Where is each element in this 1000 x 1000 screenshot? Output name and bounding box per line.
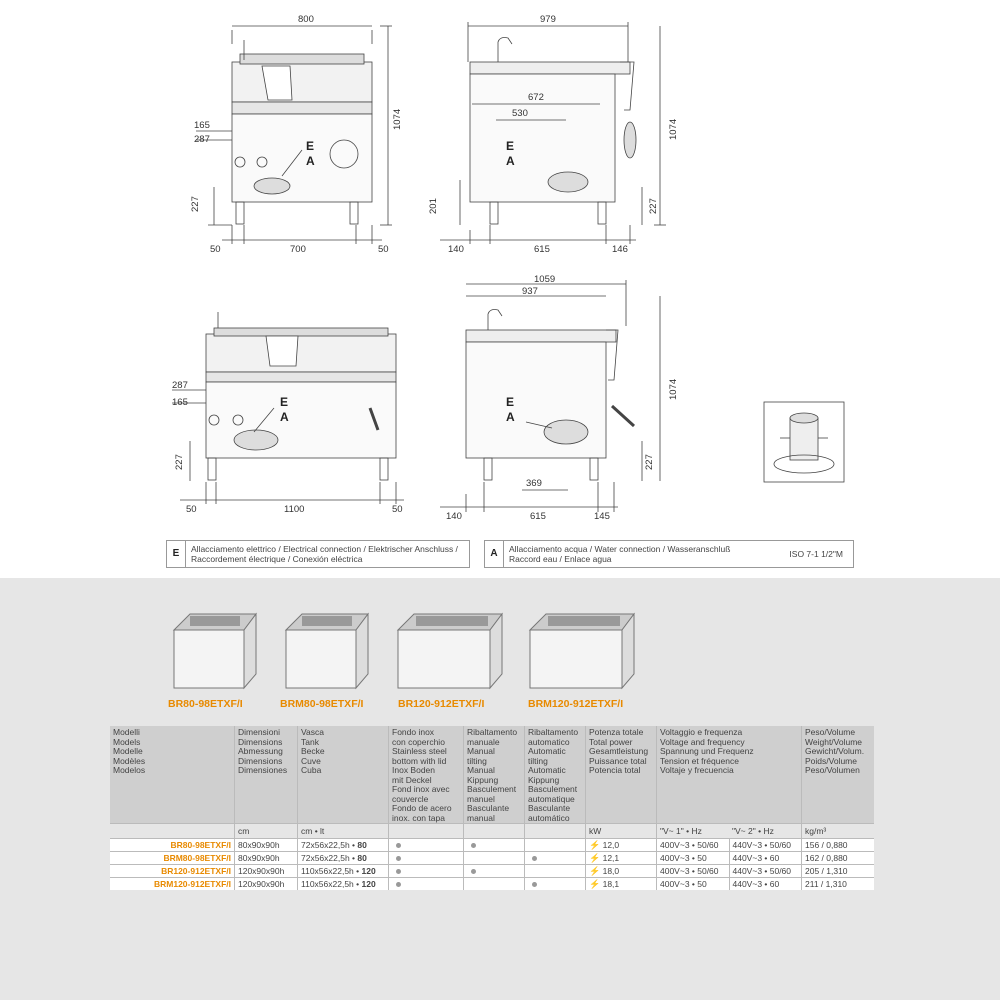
top-front-view [196,26,392,244]
header-tank: Vasca Tank Becke Cuve Cuba [298,726,389,824]
dim-left: 140 [446,511,462,522]
cell-tank-dim: 110x56x22,5h • [301,879,362,889]
cell-power-value: 18,1 [602,879,620,889]
cell-bottom [389,878,464,891]
dim-right: 146 [612,244,628,255]
dim-530: 530 [512,108,528,119]
product-image-brm80 [282,604,372,694]
cell-tank-litres: 80 [357,853,367,863]
check-dot-icon [532,882,537,887]
dim-937: 937 [522,286,538,297]
cell-manual [464,865,525,878]
unit-tank: cm • lt [298,824,389,839]
label-a: A [280,410,289,424]
dim-227: 227 [644,454,655,470]
cell-dim: 80x90x90h [235,839,298,852]
product-name: BR80-98ETXF/I [168,698,243,710]
header-power: Potenza totale Total power Gesamtleistung Puissance total Potencia total [586,726,657,824]
product-image-br80 [170,604,260,694]
cell-dim: 120x90x90h [235,878,298,891]
dim-left: 50 [210,244,221,255]
cell-weight: 162 / 0,880 [802,852,875,865]
unit-v1: "V~ 1" • Hz [657,824,730,839]
cell-power [586,865,657,878]
dim-depth: 1059 [534,274,556,285]
lightning-icon: ⚡ [589,840,601,850]
cell-tank [298,878,389,891]
lightning-icon: ⚡ [589,866,601,876]
dim-mid: 615 [530,511,546,522]
cell-power [586,878,657,891]
legend-key: E [167,541,186,567]
dim-165: 165 [194,120,210,131]
dim-mid: 615 [534,244,550,255]
legend-spec: ISO 7-1 1/2"M [789,549,843,559]
table-row [110,852,874,865]
dim-left: 140 [448,244,464,255]
cell-auto [525,865,586,878]
product-name: BR120-912ETXF/I [398,698,485,710]
dim-mid: 700 [290,244,306,255]
header-manual: Ribaltamento manuale Manual tilting Manual Kippung Basculement manuel Basculante manual [464,726,525,824]
check-dot-icon [532,856,537,861]
cell-bottom [389,865,464,878]
check-dot-icon [396,856,401,861]
cell-bottom [389,852,464,865]
check-dot-icon [396,869,401,874]
dim-369: 369 [526,478,542,489]
dim-height: 1074 [668,118,679,140]
dim-227: 227 [648,198,659,214]
dim-width: 800 [298,14,314,25]
cell-tank [298,839,389,852]
cell-tank-litres: 120 [361,866,376,876]
table-row [110,865,874,878]
cell-model: BRM120-912ETXF/I [110,878,235,891]
dim-mid: 1100 [284,504,305,515]
table-row [110,839,874,852]
cell-power-value: 18,0 [602,866,620,876]
label-a: A [506,154,515,168]
cell-tank-litres: 80 [357,840,367,850]
cell-v1: 400V~3 • 50/60 [657,839,730,852]
cell-v2: 440V~3 • 60 [729,878,802,891]
unit-weight: kg/m³ [802,824,875,839]
cell-auto [525,878,586,891]
unit-v2: "V~ 2" • Hz [729,824,802,839]
dim-depth: 979 [540,14,556,25]
check-dot-icon [471,869,476,874]
table-header-row [110,726,874,824]
cell-v2: 440V~3 • 50/60 [729,839,802,852]
cell-tank [298,865,389,878]
cell-bottom [389,839,464,852]
dim-right: 50 [378,244,389,255]
product-image-brm120 [526,604,638,694]
cell-model: BR120-912ETXF/I [110,865,235,878]
check-dot-icon [396,882,401,887]
header-weight: Peso/Volume Weight/Volume Gewicht/Volum. Poids/Volume Peso/Volumen [802,726,875,824]
dim-height: 1074 [392,108,403,130]
bottom-side-view [440,280,660,512]
header-dimensions: Dimensioni Dimensions Abmessung Dimensions Dimensiones [235,726,298,824]
cell-auto [525,852,586,865]
dim-227: 227 [190,196,201,212]
header-voltage: Voltaggio e frequenza Voltage and frequency Spannung und Frequenz Tension et fréquence Voltaje y frecuencia [657,726,802,824]
cell-weight: 211 / 1,310 [802,878,875,891]
check-dot-icon [396,843,401,848]
legend-text: Allacciamento elettrico / Electrical connection / Elektrischer Anschluss / Raccordement électrique / Conexión eléctrica [191,544,458,564]
cell-model: BR80-98ETXF/I [110,839,235,852]
cell-dim: 120x90x90h [235,865,298,878]
top-side-view [440,22,666,244]
cell-v2: 440V~3 • 60 [729,852,802,865]
label-a: A [506,410,515,424]
dim-227: 227 [174,454,185,470]
dim-165: 165 [172,397,188,408]
cell-manual [464,852,525,865]
dim-201: 201 [428,198,439,214]
water-fitting-detail [764,402,844,482]
cell-v2: 440V~3 • 50/60 [729,865,802,878]
product-name: BRM80-98ETXF/I [280,698,364,710]
header-bottom: Fondo inox con coperchio Stainless steel bottom with lid Inox Boden mit Deckel Fond inox avec couvercle Fondo de acero inox. con tapa [389,726,464,824]
dim-672: 672 [528,92,544,103]
cell-dim: 80x90x90h [235,852,298,865]
label-e: E [306,139,315,153]
cell-tank-litres: 120 [361,879,376,889]
header-auto: Ribaltamento automatico Automatic tilting Automatic Kippung Basculement automatique Basculante automático [525,726,586,824]
dim-287: 287 [194,134,210,145]
dim-left: 50 [186,504,197,515]
label-a: A [306,154,315,168]
cell-weight: 156 / 0,880 [802,839,875,852]
legend-key: A [485,541,504,567]
cell-manual [464,839,525,852]
dim-right: 50 [392,504,403,515]
dim-height: 1074 [668,378,679,400]
specification-table [110,726,874,890]
cell-power [586,839,657,852]
dim-287: 287 [172,380,188,391]
cell-tank-dim: 72x56x22,5h • [301,840,358,850]
cell-auto [525,839,586,852]
cell-v1: 400V~3 • 50/60 [657,865,730,878]
cell-v1: 400V~3 • 50 [657,852,730,865]
legend-electrical [166,540,470,568]
cell-model: BRM80-98ETXF/I [110,852,235,865]
cell-weight: 205 / 1,310 [802,865,875,878]
legend-text: Allacciamento acqua / Water connection / Wasseranschluß Raccord eau / Enlace agua [509,544,731,564]
unit-power: kW [586,824,657,839]
unit-dim: cm [235,824,298,839]
label-e: E [280,395,289,409]
table-row [110,878,874,891]
cell-power [586,852,657,865]
check-dot-icon [471,843,476,848]
cell-power-value: 12,1 [602,853,620,863]
product-image-br120 [394,604,506,694]
dim-right: 145 [594,511,610,522]
lightning-icon: ⚡ [589,853,601,863]
table-units-row [110,824,874,839]
lightning-icon: ⚡ [589,879,601,889]
legend-water [484,540,854,568]
product-name: BRM120-912ETXF/I [528,698,624,710]
cell-tank-dim: 72x56x22,5h • [301,853,358,863]
label-e: E [506,395,515,409]
cell-tank [298,852,389,865]
cell-power-value: 12,0 [602,840,620,850]
header-models: Modelli Models Modelle Modèles Modelos [110,726,235,824]
label-e: E [506,139,515,153]
cell-tank-dim: 110x56x22,5h • [301,866,362,876]
cell-v1: 400V~3 • 50 [657,878,730,891]
cell-manual [464,878,525,891]
